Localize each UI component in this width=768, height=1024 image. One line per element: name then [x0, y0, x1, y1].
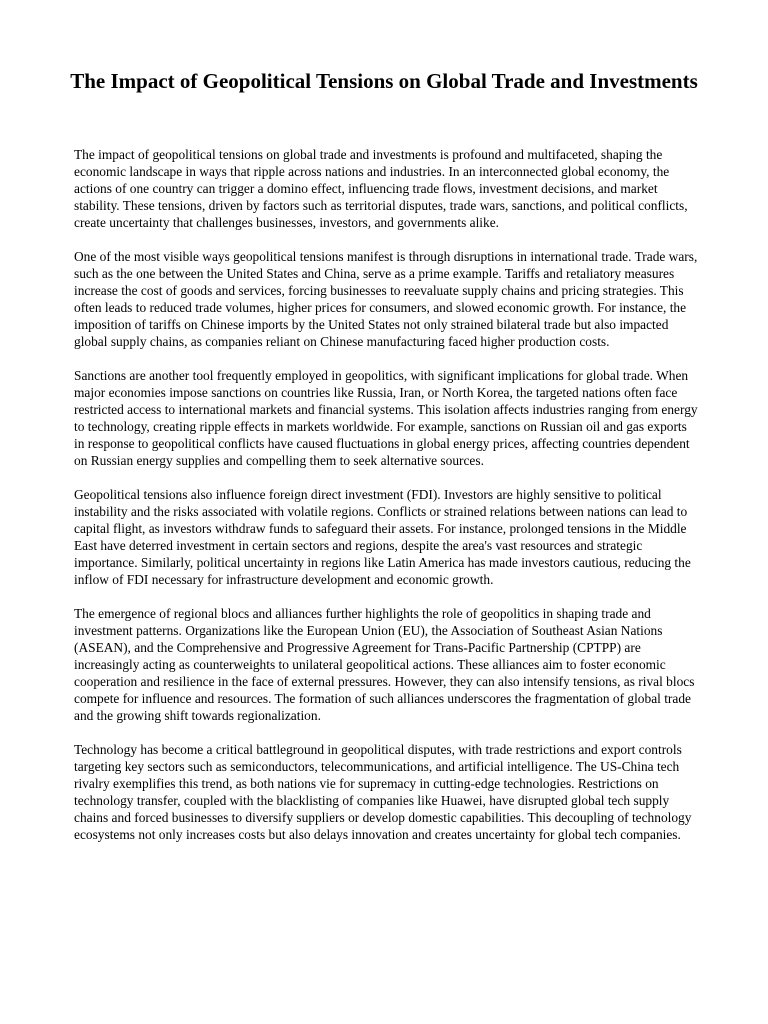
- paragraph-2: One of the most visible ways geopolitical tensions manifest is through disruptions in international trade. Trade wars, such as the one between the United States and China, serve as a prime example. Tariffs and retaliatory measures increase the cost of goods and services, forcing businesses to reevaluate supply chains and pricing strategies. This often leads to reduced trade volumes, higher prices for consumers, and slowed economic growth. For instance, the imposition of tariffs on Chinese imports by the United States not only strained bilateral trade but also impacted global supply chains, as companies reliant on Chinese manufacturing faced higher production costs.: [74, 249, 698, 349]
- paragraph-3: Sanctions are another tool frequently employed in geopolitics, with significant implications for global trade. When major economies impose sanctions on countries like Russia, Iran, or North Korea, the targeted nations often face restricted access to international markets and financial systems. This isolation affects industries ranging from energy to technology, creating ripple effects in markets worldwide. For example, sanctions on Russian oil and gas exports in response to geopolitical conflicts have caused fluctuations in global energy prices, affecting countries dependent on Russian energy supplies and compelling them to seek alternative sources.: [74, 368, 698, 468]
- document-body: [74, 146, 699, 860]
- paragraph-4: Geopolitical tensions also influence foreign direct investment (FDI). Investors are highly sensitive to political instability and the risks associated with volatile regions. Conflicts or strained relations between nations can lead to capital flight, as investors withdraw funds to safeguard their assets. For instance, prolonged tensions in the Middle East have deterred investment in certain sectors and regions, despite the area's vast resources and strategic importance. Similarly, political uncertainty in regions like Latin America has made investors cautious, reducing the inflow of FDI necessary for infrastructure development and economic growth.: [74, 487, 691, 587]
- paragraph-6: Technology has become a critical battleground in geopolitical disputes, with trade restrictions and export controls targeting key sectors such as semiconductors, telecommunications, and artificial intelligence. The US-China tech rivalry exemplifies this trend, as both nations vie for supremacy in cutting-edge technologies. Restrictions on technology transfer, coupled with the blacklisting of companies like Huawei, have disrupted global tech supply chains and forced businesses to diversify suppliers or develop domestic capabilities. This decoupling of technology ecosystems not only increases costs but also delays innovation and creates uncertainty for global tech companies.: [74, 742, 692, 842]
- document-title: The Impact of Geopolitical Tensions on Global Trade and Investments: [70, 69, 698, 93]
- paragraph-5: The emergence of regional blocs and alliances further highlights the role of geopolitics in shaping trade and investment patterns. Organizations like the European Union (EU), the Association of Southeast Asian Nations (ASEAN), and the Comprehensive and Progressive Agreement for Trans-Pacific Partnership (CPTPP) are increasingly acting as counterweights to unilateral geopolitical actions. These alliances aim to foster economic cooperation and resilience in the face of external pressures. However, they can also intensify tensions, as rival blocs compete for influence and resources. The formation of such alliances underscores the fragmentation of global trade and the growing shift towards regionalization.: [74, 606, 695, 723]
- paragraph-1: The impact of geopolitical tensions on global trade and investments is profound and multifaceted, shaping the economic landscape in ways that ripple across nations and industries. In an interconnected global economy, the actions of one country can trigger a domino effect, influencing trade flows, investment decisions, and market stability. These tensions, driven by factors such as territorial disputes, trade wars, sanctions, and political conflicts, create uncertainty that challenges businesses, investors, and governments alike.: [74, 147, 688, 230]
